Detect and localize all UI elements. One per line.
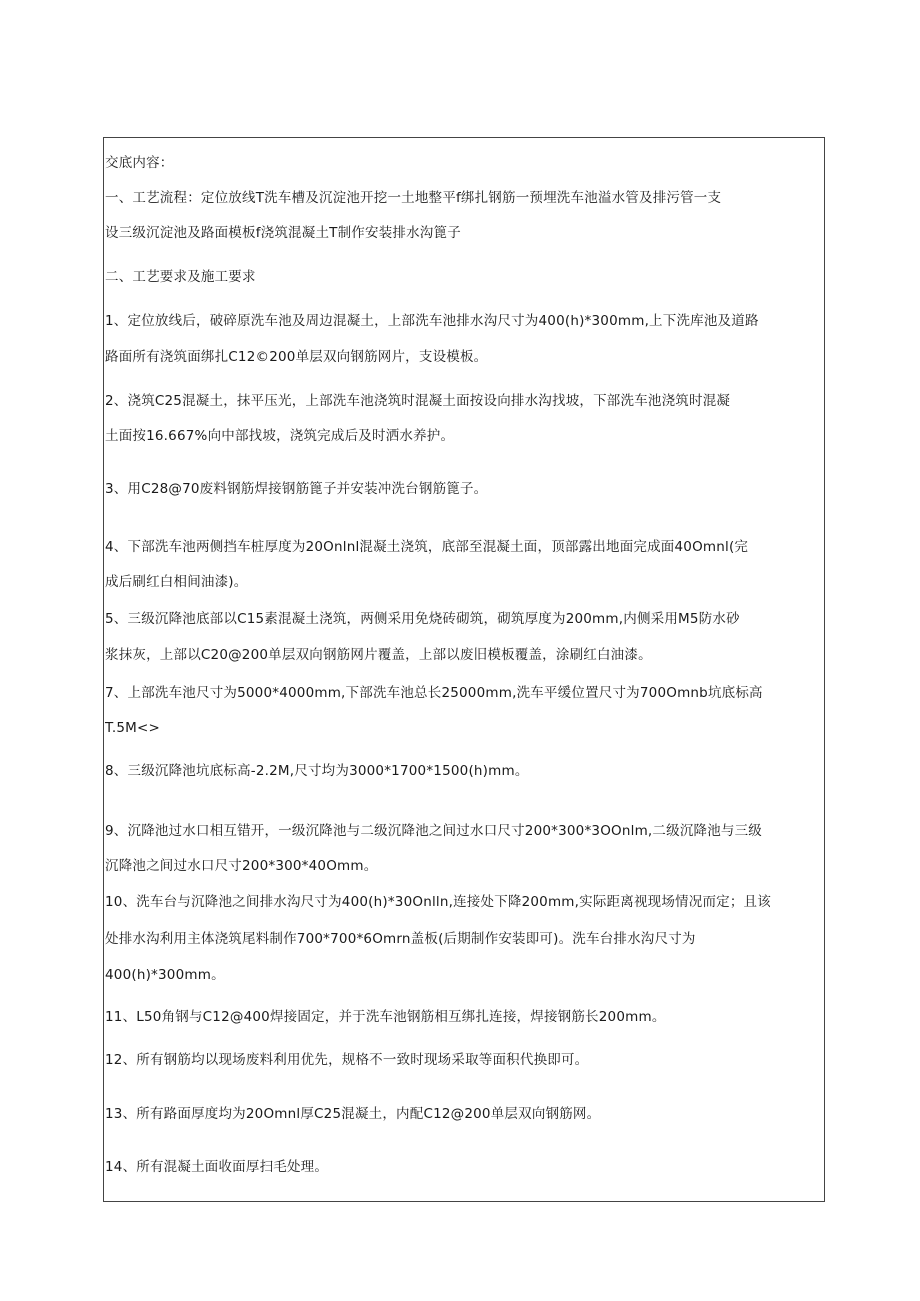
content-frame bbox=[103, 137, 825, 1202]
text-line: 13、所有路面厚度均为20Omnl厚C25混凝土，内配C12@200单层双向钢筋网。 bbox=[105, 1106, 601, 1122]
text-line: 一、工艺流程：定位放线T洗车槽及沉淀池开挖一土地整平f绑扎钢筋一预埋洗车池溢水管及排污管一支 bbox=[105, 190, 722, 206]
text-line: T.5M<> bbox=[105, 720, 160, 736]
text-line: 4、下部洗车池两侧挡车桩厚度为20Onlnl混凝土浇筑，底部至混凝土面，顶部露出地面完成面40Omnl(完 bbox=[105, 539, 749, 555]
text-line: 设三级沉淀池及路面模板f浇筑混凝土T制作安装排水沟篦子 bbox=[105, 225, 461, 241]
text-line: 7、上部洗车池尺寸为5000*4000mm,下部洗车池总长25000mm,洗车平缓位置尺寸为700Omnb坑底标高 bbox=[105, 685, 763, 701]
text-line: 10、洗车台与沉降池之间排水沟尺寸为400(h)*30Onlln,连接处下降200mm,实际距离视现场情况而定；且该 bbox=[105, 894, 771, 910]
text-line: 5、三级沉降池底部以C15素混凝土浇筑，两侧采用免烧砖砌筑，砌筑厚度为200mm,内侧采用M5防水砂 bbox=[105, 611, 740, 627]
section-heading: 二、工艺要求及施工要求 bbox=[105, 269, 256, 285]
text-line: 浆抹灰，上部以C20@200单层双向钢筋网片覆盖，上部以废旧模板覆盖，涂刷红白油漆。 bbox=[105, 647, 652, 663]
text-line: 14、所有混凝土面收面厚扫毛处理。 bbox=[105, 1159, 329, 1175]
text-line: 土面按16.667%向中部找坡，浇筑完成后及时洒水养护。 bbox=[105, 428, 455, 444]
text-line: 成后刷红白相间油漆)。 bbox=[105, 574, 248, 590]
text-line: 沉降池之间过水口尺寸200*300*40Omm。 bbox=[105, 858, 378, 874]
content-heading: 交底内容： bbox=[105, 155, 174, 171]
text-line: 2、浇筑C25混凝土，抹平压光，上部洗车池浇筑时混凝土面按设向排水沟找坡，下部洗车池浇筑时混凝 bbox=[105, 393, 731, 409]
text-line: 处排水沟利用主体浇筑尾料制作700*700*6Omrn盖板(后期制作安装即可)。洗车台排水沟尺寸为 bbox=[105, 931, 696, 947]
text-line: 9、沉降池过水口相互错开，一级沉降池与二级沉降池之间过水口尺寸200*300*3OOnlm,二级沉降池与三级 bbox=[105, 823, 763, 839]
text-line: 11、L50角钢与C12@400焊接固定，并于洗车池钢筋相互绑扎连接，焊接钢筋长200mm。 bbox=[105, 1009, 666, 1025]
text-line: 400(h)*300mm。 bbox=[105, 967, 225, 983]
text-line: 12、所有钢筋均以现场废料利用优先，规格不一致时现场采取等面积代换即可。 bbox=[105, 1052, 589, 1068]
text-line: 8、三级沉降池坑底标高-2.2M,尺寸均为3000*1700*1500(h)mm。 bbox=[105, 763, 529, 779]
text-line: 3、用C28@70废料钢筋焊接钢筋篦子并安装冲洗台钢筋篦子。 bbox=[105, 481, 488, 497]
text-line: 1、定位放线后，破碎原洗车池及周边混凝土，上部洗车池排水沟尺寸为400(h)*300mm,上下洗库池及道路 bbox=[105, 313, 759, 329]
text-line: 路面所有浇筑面绑扎C12©200单层双向钢筋网片，支设模板。 bbox=[105, 349, 488, 365]
